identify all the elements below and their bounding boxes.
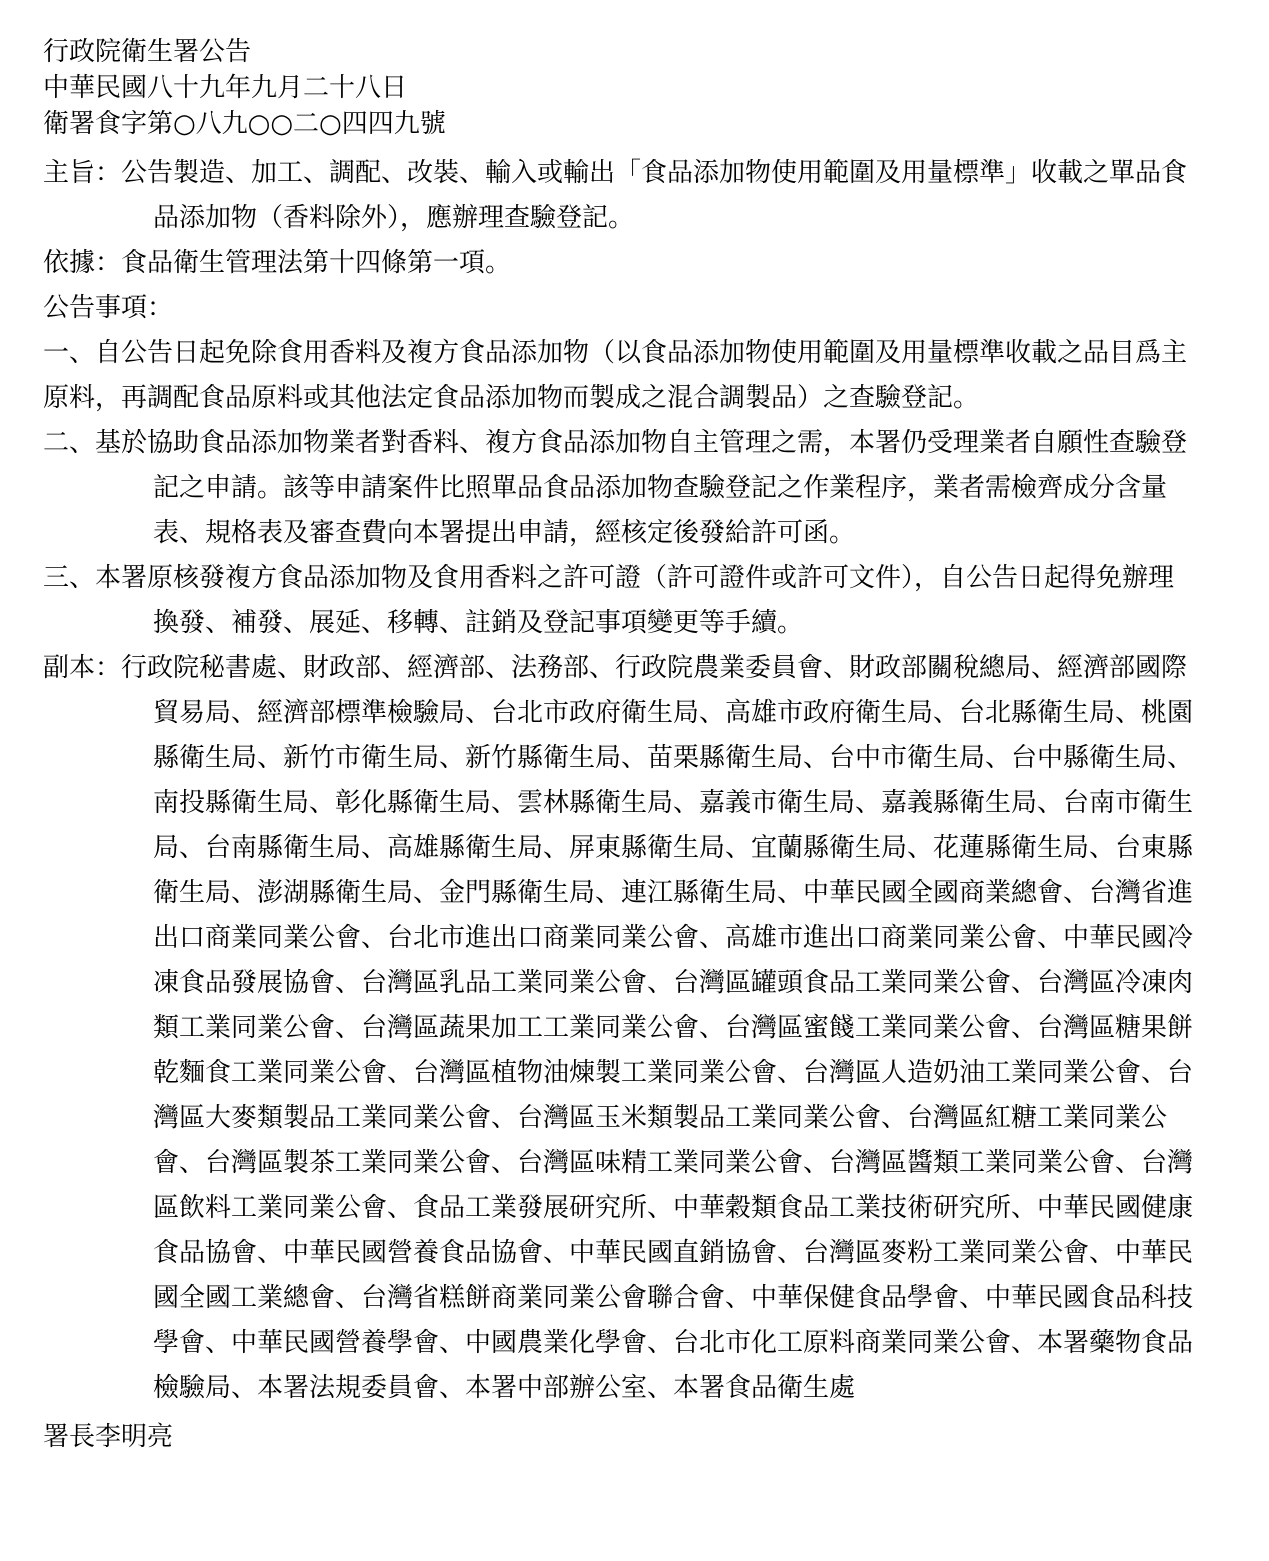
announcement-item-3: 三、本署原核發複方食品添加物及食用香料之許可證（許可證件或許可文件），自公告日起得免辦理換發、補發、展延、移轉、註銷及登記事項變更等手續。 (43, 563, 1175, 638)
issue-date: 中華民國八十九年九月二十八日 (43, 73, 408, 103)
subject-paragraph: 主旨：公告製造、加工、調配、改裝、輸入或輸出「食品添加物使用範圍及用量標準」收載之單品食品添加物（香料除外），應辦理查驗登記。 (43, 158, 1188, 233)
copies-paragraph: 副本：行政院秘書處、財政部、經濟部、法務部、行政院農業委員會、財政部關稅總局、經濟部國際貿易局、經濟部標準檢驗局、台北市政府衛生局、高雄市政府衛生局、台北縣衛生局、桃園縣衛生局、新竹市衛生局、新竹縣衛生局、苗栗縣衛生局、台中市衛生局、台中縣衛生局、南投縣衛生局、彰化縣衛生局、雲林縣衛生局、嘉義市衛生局、嘉義縣衛生局、台南市衛生局、台南縣衛生局、高雄縣衛生局、屏東縣衛生局、宜蘭縣衛生局、花蓮縣衛生局、台東縣衛生局、澎湖縣衛生局、金門縣衛生局、連江縣衛生局、中華民國全國商業總會、台灣省進出口商業同業公會、台北市進出口商業同業公會、高雄市進出口商業同業公會、中華民國冷凍食品發展協會、台灣區乳品工業同業公會、台灣區罐頭食品工業同業公會、台灣區冷凍肉類工業同業公會、台灣區蔬果加工工業同業公會、台灣區蜜餞工業同業公會、台灣區糖果餅乾麵食工業同業公會、台灣區植物油煉製工業同業公會、台灣區人造奶油工業同業公會、台灣區大麥類製品工業同業公會、台灣區玉米類製品工業同業公會、台灣區紅糖工業同業公會、台灣區製茶工業同業公會、台灣區味精工業同業公會、台灣區醬類工業同業公會、台灣區飲料工業同業公會、食品工業發展研究所、中華穀類食品工業技術研究所、中華民國健康食品協會、中華民國營養食品協會、中華民國直銷協會、台灣區麥粉工業同業公會、中華民國全國工業總會、台灣省糕餅商業同業公會聯合會、中華保健食品學會、中華民國食品科技學會、中華民國營養學會、中國農業化學會、台北市化工原料商業同業公會、本署藥物食品檢驗局、本署法規委員會、本署中部辦公室、本署食品衛生處 (43, 653, 1194, 1403)
announcement-item-1: 一、自公告日起免除食用香料及複方食品添加物（以食品添加物使用範圍及用量標準收載之品目爲主原料，再調配食品原料或其他法定食品添加物而製成之混合調製品）之查驗登記。 (43, 338, 1188, 413)
document-number: 衛署食字第○八九○○二○四四九號 (43, 109, 446, 139)
items-heading: 公告事項： (43, 293, 174, 323)
announcement-item-2: 二、基於協助食品添加物業者對香料、複方食品添加物自主管理之需，本署仍受理業者自願性查驗登記之申請。該等申請案件比照單品食品添加物查驗登記之作業程序，業者需檢齊成分含量表、規格表及審查費向本署提出申請，經核定後發給許可函。 (43, 428, 1188, 548)
basis-paragraph: 依據：食品衛生管理法第十四條第一項。 (43, 248, 512, 278)
signature: 署長李明亮 (43, 1422, 174, 1452)
issuing-agency: 行政院衛生署公告 (43, 37, 252, 67)
